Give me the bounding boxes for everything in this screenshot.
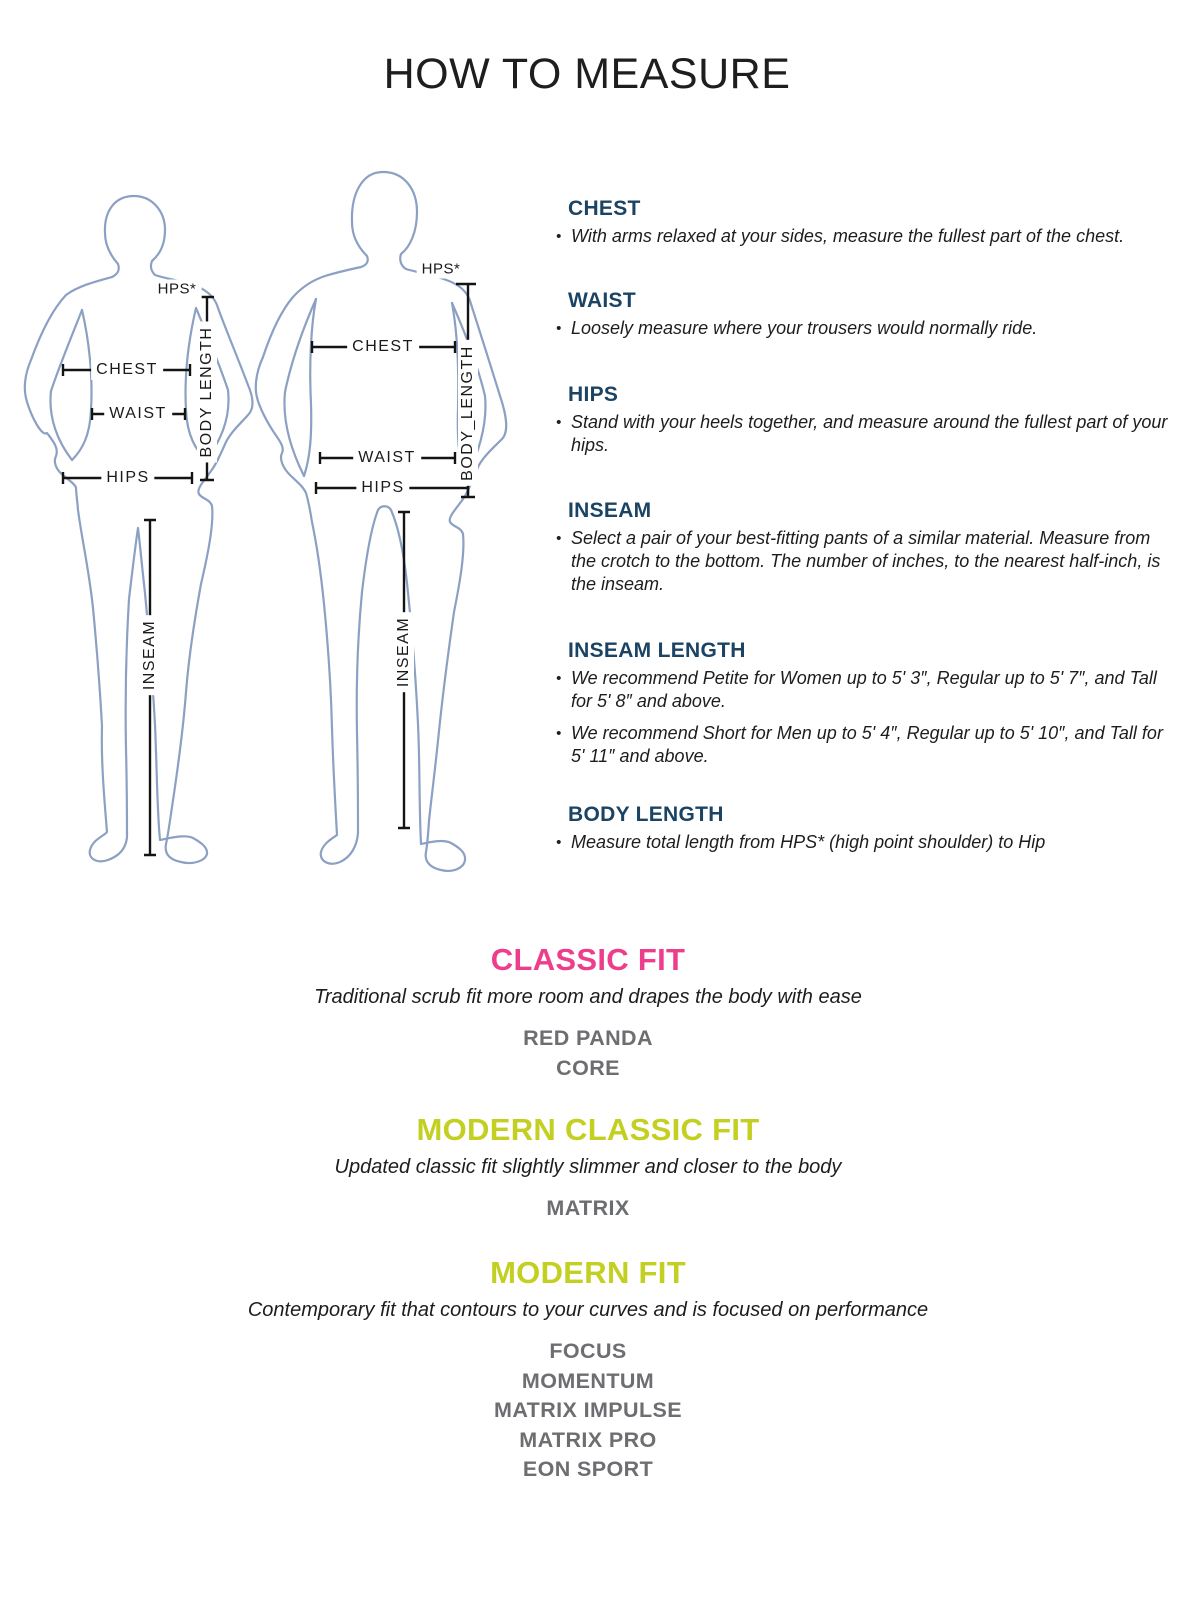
- section-inseam-length-bullet-women: • We recommend Petite for Women up to 5' 3″, Regular up to 5' 7″, and Tall for 5' 8″ and above.: [556, 667, 1171, 713]
- fit-modern-products: [0, 1337, 1176, 1485]
- section-inseam-heading: INSEAM: [568, 499, 652, 522]
- product-matrix-pro: MATRIX PRO: [519, 1427, 657, 1452]
- section-waist-heading: WAIST: [568, 289, 636, 312]
- fit-classic-products: [0, 1024, 1176, 1083]
- female-inseam-label: INSEAM: [140, 615, 160, 695]
- section-inseam-length-heading: INSEAM LENGTH: [568, 639, 746, 662]
- fit-modern-classic-description: Updated classic fit slightly slimmer and closer to the body: [334, 1156, 842, 1178]
- product-matrix-impulse: MATRIX IMPULSE: [494, 1398, 682, 1422]
- male-measure-lines: [312, 284, 476, 828]
- male-waist-label: WAIST: [353, 448, 421, 468]
- fit-modern: [0, 1255, 1176, 1485]
- female-body-length-label: BODY LENGTH: [197, 322, 217, 463]
- section-chest-bullet: • With arms relaxed at your sides, measure the fullest part of the chest.: [556, 225, 1171, 248]
- male-body-length-label: BODY_LENGTH: [458, 340, 478, 486]
- female-hps-label: HPS*: [153, 280, 202, 299]
- female-chest-label: CHEST: [91, 360, 163, 380]
- female-figure-outline: [25, 196, 253, 863]
- female-hips-label: HIPS: [101, 468, 154, 488]
- section-body-length-bullet: • Measure total length from HPS* (high point shoulder) to Hip: [556, 831, 1171, 854]
- male-hips-label: HIPS: [356, 478, 409, 498]
- fit-modern-classic: [0, 1112, 1176, 1224]
- section-body-length-heading: BODY LENGTH: [568, 803, 724, 826]
- section-waist: [556, 288, 1171, 340]
- male-inseam-label: INSEAM: [394, 612, 414, 692]
- section-inseam-bullet: • Select a pair of your best-fitting pants of a similar material. Measure from the crotch to the bottom. The number of inches, to the nearest half-inch, is the inseam.: [556, 527, 1171, 596]
- male-hps-label: HPS*: [417, 260, 466, 279]
- fit-modern-heading: MODERN FIT: [490, 1255, 686, 1290]
- female-waist-label: WAIST: [104, 404, 172, 424]
- product-eon-sport: EON SPORT: [522, 1457, 654, 1481]
- product-red-panda: RED PANDA: [523, 1026, 653, 1050]
- male-figure-outline: [256, 172, 506, 871]
- section-hips-bullet: • Stand with your heels together, and measure around the fullest part of your hips.: [556, 411, 1171, 457]
- fit-modern-classic-products: [0, 1194, 1176, 1224]
- section-inseam-length-bullet-men: • We recommend Short for Men up to 5' 4″, Regular up to 5' 10″, and Tall for 5' 11″ and above.: [556, 722, 1171, 768]
- product-matrix: MATRIX: [546, 1196, 630, 1220]
- product-focus: FOCUS: [549, 1339, 627, 1363]
- female-measure-lines: [63, 297, 214, 855]
- fit-classic-description: Traditional scrub fit more room and drapes the body with ease: [314, 986, 862, 1008]
- product-core: CORE: [556, 1055, 620, 1080]
- product-momentum: MOMENTUM: [521, 1368, 655, 1393]
- section-chest-heading: CHEST: [568, 197, 641, 220]
- section-chest: [556, 196, 1171, 248]
- fit-classic-heading: CLASSIC FIT: [490, 942, 686, 977]
- page-title: HOW TO MEASURE: [383, 50, 791, 98]
- section-waist-bullet: • Loosely measure where your trousers would normally ride.: [556, 317, 1171, 340]
- section-inseam: [556, 498, 1171, 596]
- fit-modern-classic-heading: MODERN CLASSIC FIT: [416, 1112, 760, 1147]
- section-hips: [556, 382, 1171, 457]
- fit-modern-description: Contemporary fit that contours to your curves and is focused on performance: [247, 1299, 929, 1321]
- male-chest-label: CHEST: [347, 337, 419, 357]
- measurement-diagram: [0, 150, 560, 890]
- section-body-length: [556, 802, 1171, 854]
- fit-classic: [0, 942, 1176, 1083]
- section-inseam-length: [556, 638, 1171, 768]
- section-hips-heading: HIPS: [568, 383, 619, 406]
